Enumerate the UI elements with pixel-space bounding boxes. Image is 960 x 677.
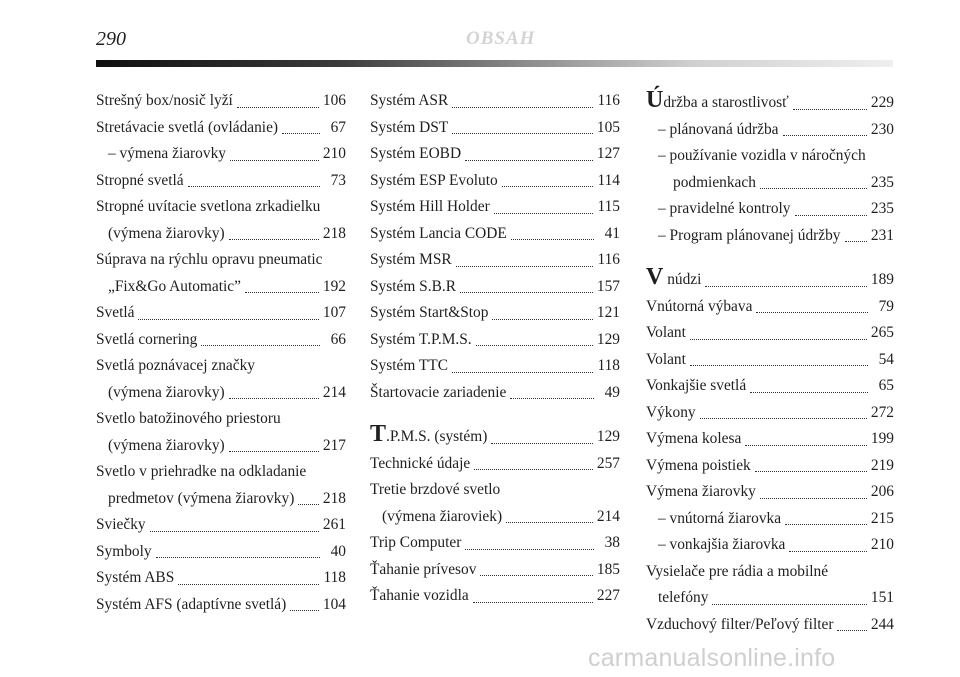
dot-leader — [750, 392, 868, 393]
entry-continuation — [96, 221, 346, 248]
entry-label: Výmena žiarovky — [646, 483, 756, 500]
dot-leader — [290, 610, 319, 611]
entry-page: 272 — [870, 403, 894, 421]
entry-page: 185 — [596, 560, 620, 578]
entry-label-text: držba a starostlivosť — [663, 94, 789, 111]
dot-leader — [491, 443, 593, 444]
entry-continuation — [646, 170, 894, 197]
index-entry-multiline — [646, 559, 894, 612]
index-entry-multiline — [96, 194, 346, 247]
entry-page: 244 — [870, 615, 894, 633]
dot-leader — [755, 471, 867, 472]
entry-label: Systém ABS — [96, 569, 175, 586]
letter-gap — [370, 406, 620, 422]
dot-leader — [793, 109, 867, 110]
entry-page: 127 — [596, 145, 620, 162]
index-entry — [646, 612, 894, 639]
index-entry — [96, 300, 346, 327]
index-entry — [96, 88, 346, 115]
entry-page: 38 — [604, 534, 620, 551]
header-rule — [96, 60, 893, 67]
index-entry-letter-t — [370, 422, 620, 451]
dot-leader — [474, 469, 593, 470]
entry-label: – pravidelné kontroly — [658, 200, 791, 217]
entry-page: 121 — [596, 304, 620, 321]
dot-leader — [795, 215, 867, 216]
entry-first-line — [96, 194, 346, 221]
entry-page: 115 — [597, 198, 620, 215]
entry-label — [370, 422, 487, 451]
entry-page: 257 — [596, 454, 620, 472]
index-entry — [646, 426, 894, 453]
entry-page: 54 — [878, 350, 894, 368]
index-entry-multiline — [96, 459, 346, 512]
entry-continuation — [646, 585, 894, 612]
dot-leader — [492, 319, 592, 320]
entry-page: 41 — [604, 224, 620, 242]
watermark: carmanualsonline.info — [588, 644, 836, 672]
entry-label: Ťahanie prívesov — [370, 560, 477, 578]
dot-leader — [506, 522, 593, 523]
entry-label: (výmena žiarovky) — [108, 383, 225, 401]
dot-leader — [178, 584, 319, 585]
dot-leader — [690, 339, 867, 340]
entry-label: Súprava na rýchlu opravu pneumatic — [96, 251, 323, 268]
entry-first-line — [646, 559, 894, 586]
entry-label: Systém TTC — [370, 357, 448, 374]
dot-leader — [476, 345, 593, 346]
entry-page: 129 — [596, 330, 620, 348]
index-entry-multiline — [96, 353, 346, 406]
entry-page: 214 — [322, 383, 346, 401]
dot-leader — [245, 292, 319, 293]
dot-leader — [229, 451, 319, 452]
section-letter: T — [370, 421, 387, 447]
index-entry — [370, 274, 620, 301]
index-entry-multiline — [370, 477, 620, 530]
entry-label: (výmena žiarovky) — [108, 436, 225, 454]
dot-leader — [510, 398, 594, 399]
entry-page: 231 — [870, 226, 894, 244]
index-entry — [96, 565, 346, 592]
index-entry — [646, 479, 894, 506]
index-entry — [370, 530, 620, 557]
entry-first-line — [96, 247, 346, 274]
index-column-1 — [96, 88, 346, 618]
index-entry-multiline — [96, 247, 346, 300]
index-entry — [370, 327, 620, 354]
index-entry-letter-u — [646, 88, 894, 117]
index-entry-multiline — [646, 143, 894, 196]
dot-leader — [690, 365, 868, 366]
entry-label: Vysielače pre rádia a mobilné — [646, 562, 829, 580]
entry-label: – používanie vozidla v náročných — [658, 147, 866, 164]
dot-leader — [756, 312, 868, 313]
index-entry — [370, 451, 620, 478]
entry-page: 199 — [870, 430, 894, 447]
dot-leader — [783, 135, 867, 136]
entry-label: Stropné uvítacie svetlona zrkadielku — [96, 198, 321, 215]
dot-leader — [138, 319, 318, 320]
entry-label: Výmena poistiek — [646, 456, 751, 474]
dot-leader — [745, 445, 867, 446]
index-entry — [96, 115, 346, 142]
dot-leader — [473, 602, 593, 603]
index-entry — [370, 583, 620, 610]
entry-page: 215 — [870, 509, 894, 527]
entry-page: 210 — [322, 145, 346, 162]
index-entry — [96, 327, 346, 354]
entry-first-line — [96, 353, 346, 380]
entry-first-line — [96, 459, 346, 486]
dot-leader — [229, 398, 319, 399]
page-number: 290 — [96, 28, 126, 50]
entry-label: Vnútorná výbava — [646, 297, 753, 315]
entry-label: Systém T.P.M.S. — [370, 330, 472, 348]
entry-label: podmienkach — [673, 173, 756, 191]
entry-page: 66 — [330, 330, 346, 348]
entry-label: Vzduchový filter/Peľový filter — [646, 615, 834, 633]
index-entry — [96, 168, 346, 195]
entry-continuation — [96, 380, 346, 407]
section-title: OBSAH — [466, 28, 536, 49]
entry-label: Svetlo batožinového priestoru — [96, 410, 281, 427]
entry-label: Systém DST — [370, 118, 449, 136]
index-entry — [370, 353, 620, 380]
entry-page: 230 — [870, 120, 894, 138]
entry-page: 73 — [330, 171, 346, 189]
dot-leader — [237, 107, 319, 108]
entry-page: 229 — [870, 94, 894, 111]
index-subentry — [646, 532, 894, 559]
entry-page: 65 — [878, 377, 894, 394]
dot-leader — [188, 186, 320, 187]
index-entry — [370, 247, 620, 274]
dot-leader — [460, 292, 593, 293]
entry-label: Systém ASR — [370, 92, 449, 109]
dot-leader — [229, 239, 319, 240]
index-column-2 — [370, 88, 620, 610]
entry-page: 129 — [596, 428, 620, 445]
index-subentry — [646, 196, 894, 223]
entry-page: 116 — [597, 92, 620, 109]
index-subentry — [646, 117, 894, 144]
entry-label — [646, 88, 789, 117]
entry-label: – vnútorná žiarovka — [658, 509, 782, 527]
entry-page: 218 — [322, 489, 346, 507]
entry-label: Svetlo v priehradke na odkladanie — [96, 463, 307, 480]
index-entry — [370, 88, 620, 115]
entry-label: Strešný box/nosič lyží — [96, 92, 233, 109]
entry-label: (výmena žiarovky) — [108, 224, 225, 242]
entry-page: 235 — [870, 173, 894, 191]
entry-label: „Fix&Go Automatic” — [108, 277, 241, 295]
index-entry — [96, 512, 346, 539]
entry-page: 227 — [596, 587, 620, 604]
entry-label: Svetlá cornering — [96, 330, 198, 348]
entry-label: Ťahanie vozidla — [370, 587, 469, 604]
entry-label: Systém Lancia CODE — [370, 224, 507, 242]
entry-label: – plánovaná údržba — [658, 120, 779, 138]
dot-leader — [230, 160, 319, 161]
index-entry — [96, 592, 346, 619]
entry-page: 189 — [870, 271, 894, 288]
index-entry-letter-v — [646, 265, 894, 294]
entry-page: 116 — [597, 251, 620, 268]
entry-first-line — [370, 477, 620, 504]
dot-leader — [789, 551, 867, 552]
entry-page: 104 — [322, 595, 346, 613]
entry-page: 49 — [604, 383, 620, 401]
entry-label: Systém S.B.R — [370, 277, 456, 295]
entry-label: Sviečky — [96, 516, 146, 533]
entry-label: Vonkajšie svetlá — [646, 377, 747, 394]
entry-label — [646, 265, 701, 294]
dot-leader — [837, 630, 866, 631]
entry-label: Stropné svetlá — [96, 171, 184, 189]
dot-leader — [465, 160, 593, 161]
index-entry — [646, 294, 894, 321]
entry-page: 235 — [870, 200, 894, 217]
dot-leader — [480, 575, 592, 576]
entry-label: Systém EOBD — [370, 145, 462, 162]
entry-label: Stretávacie svetlá (ovládanie) — [96, 118, 279, 136]
entry-label: Systém Hill Holder — [370, 198, 490, 215]
entry-label-text: .P.M.S. (systém) — [386, 428, 488, 445]
index-entry — [370, 194, 620, 221]
dot-leader — [494, 213, 594, 214]
entry-label: telefóny — [658, 589, 709, 606]
entry-label: Systém ESP Evoluto — [370, 171, 498, 189]
dot-leader — [452, 107, 593, 108]
index-entry — [370, 115, 620, 142]
entry-first-line — [646, 143, 894, 170]
entry-page: 114 — [597, 171, 620, 189]
entry-label: Volant — [646, 324, 686, 341]
entry-page: 151 — [870, 589, 894, 606]
entry-page: 118 — [597, 357, 620, 374]
entry-first-line — [96, 406, 346, 433]
entry-continuation — [96, 274, 346, 301]
dot-leader — [705, 286, 867, 287]
dot-leader — [700, 418, 867, 419]
entry-label: Výkony — [646, 403, 696, 421]
entry-page: 214 — [596, 507, 620, 525]
entry-continuation — [96, 486, 346, 513]
index-entry — [646, 400, 894, 427]
index-subentry — [646, 223, 894, 250]
dot-leader — [456, 266, 594, 267]
entry-page: 105 — [596, 118, 620, 136]
dot-leader — [760, 498, 867, 499]
entry-label: Trip Computer — [370, 534, 462, 551]
entry-label: – vonkajšia žiarovka — [658, 536, 786, 553]
entry-label: (výmena žiaroviek) — [382, 507, 503, 525]
dot-leader — [760, 188, 867, 189]
entry-label: Svetlá — [96, 304, 135, 321]
entry-label: – Program plánovanej údržby — [658, 226, 841, 244]
index-entry — [96, 539, 346, 566]
index-entry — [370, 221, 620, 248]
dot-leader — [785, 524, 867, 525]
entry-page: 107 — [322, 304, 346, 321]
index-subentry — [646, 506, 894, 533]
entry-page: 118 — [323, 569, 346, 586]
dot-leader — [845, 241, 867, 242]
entry-label: Systém Start&Stop — [370, 304, 489, 321]
entry-page: 219 — [870, 456, 894, 474]
entry-page: 217 — [322, 436, 346, 454]
dot-leader — [156, 557, 320, 558]
entry-label: Štartovacie zariadenie — [370, 383, 507, 401]
entry-label: Systém MSR — [370, 251, 452, 268]
index-entry — [370, 141, 620, 168]
index-entry — [370, 557, 620, 584]
dot-leader — [298, 504, 319, 505]
entry-page: 210 — [870, 536, 894, 553]
dot-leader — [511, 239, 594, 240]
index-entry — [370, 300, 620, 327]
entry-label: – výmena žiarovky — [108, 145, 226, 162]
entry-page: 192 — [322, 277, 346, 295]
entry-label: Symboly — [96, 542, 152, 560]
entry-label: predmetov (výmena žiarovky) — [108, 489, 295, 507]
section-letter: Ú — [646, 87, 664, 113]
index-subentry — [96, 141, 346, 168]
dot-leader — [150, 531, 319, 532]
index-entry — [370, 380, 620, 407]
entry-label: Systém AFS (adaptívne svetlá) — [96, 595, 287, 613]
entry-label: Výmena kolesa — [646, 430, 742, 447]
dot-leader — [282, 133, 320, 134]
entry-label: Technické údaje — [370, 454, 471, 472]
entry-page: 206 — [870, 483, 894, 500]
entry-label-text: núdzi — [663, 271, 702, 288]
index-entry — [646, 347, 894, 374]
index-entry — [646, 373, 894, 400]
entry-page: 157 — [596, 277, 620, 295]
dot-leader — [452, 133, 593, 134]
dot-leader — [201, 345, 320, 346]
entry-page: 265 — [870, 324, 894, 341]
index-entry — [646, 320, 894, 347]
entry-label: Volant — [646, 350, 686, 368]
entry-label: Svetlá poznávacej značky — [96, 357, 255, 374]
entry-page: 218 — [322, 224, 346, 242]
entry-page: 106 — [322, 92, 346, 109]
dot-leader — [502, 186, 594, 187]
entry-page: 79 — [878, 297, 894, 315]
dot-leader — [465, 549, 594, 550]
dot-leader — [712, 604, 866, 605]
entry-page: 40 — [330, 542, 346, 560]
index-column-3 — [646, 88, 894, 638]
index-entry-multiline — [96, 406, 346, 459]
entry-label: Tretie brzdové svetlo — [370, 481, 501, 498]
index-entry — [370, 168, 620, 195]
entry-continuation — [96, 433, 346, 460]
letter-gap — [646, 249, 894, 265]
index-entry — [646, 453, 894, 480]
entry-continuation — [370, 504, 620, 531]
section-letter: V — [646, 264, 664, 290]
entry-page: 261 — [322, 516, 346, 533]
dot-leader — [452, 372, 594, 373]
entry-page: 67 — [330, 118, 346, 136]
